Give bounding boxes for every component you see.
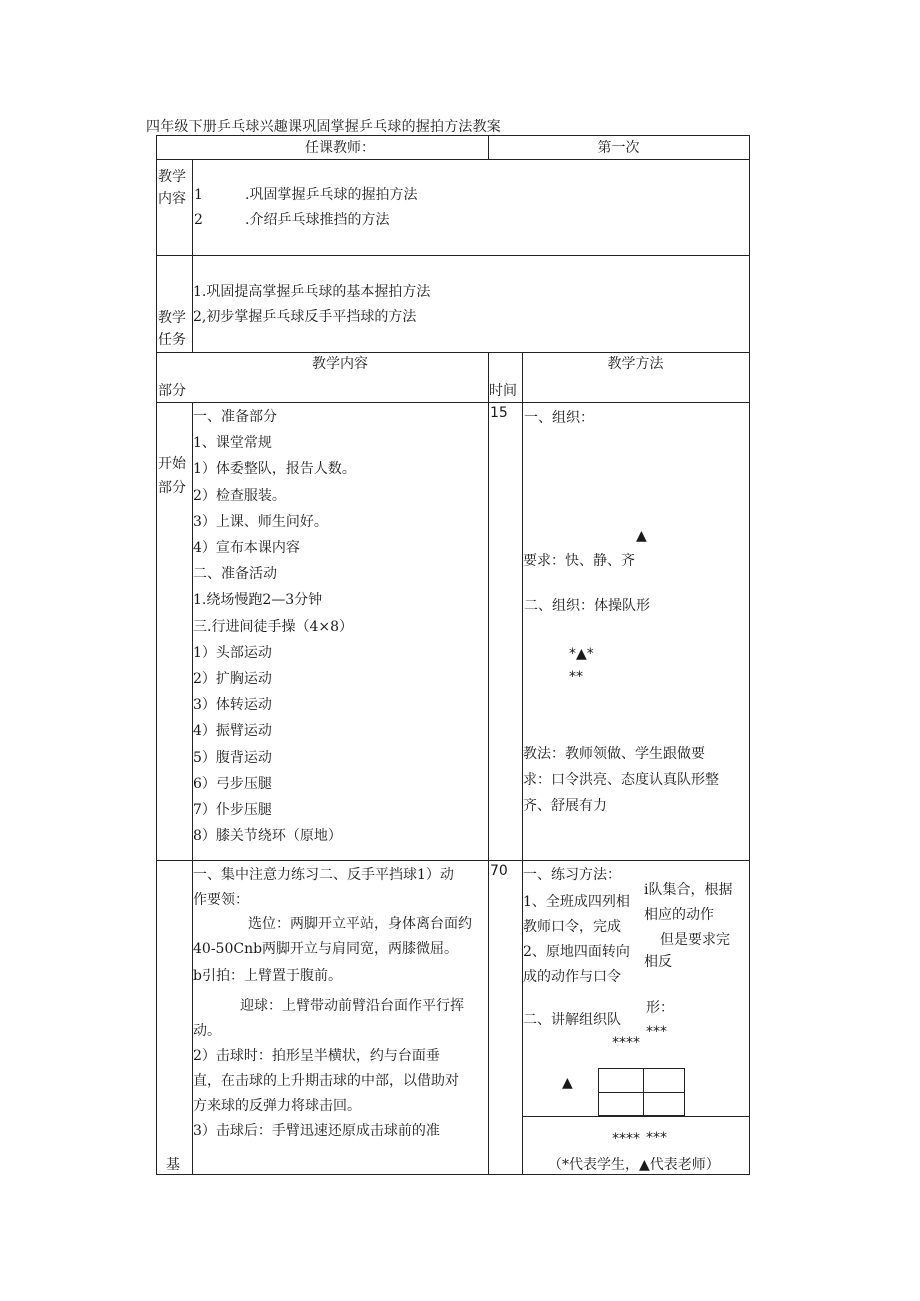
table-rule	[156, 860, 750, 861]
content-item-num: 1	[194, 187, 203, 203]
table-rule	[488, 352, 489, 1175]
stars-a: ***	[646, 1024, 667, 1040]
column-content: 教学内容	[312, 356, 368, 372]
teacher-triangle-icon: ▲	[562, 1075, 573, 1091]
start-part-time: 15	[490, 405, 508, 421]
basic-line: 选位：两脚开立平站，身体离台面约	[248, 916, 472, 932]
table-rule	[156, 255, 750, 256]
practice-right: i队集合，根据	[644, 882, 733, 898]
table-rule	[749, 135, 750, 1175]
list-item: 3）上课、师生问好。	[193, 513, 328, 530]
start-requirement: 要求：快、静、齐	[523, 553, 635, 569]
formation-row-1: *▲*	[569, 646, 594, 662]
basic-line: 一、集中注意力练习二、反手平挡球1）动	[193, 867, 454, 883]
explain-tail: 形：	[646, 1000, 674, 1016]
table-rule	[156, 159, 750, 160]
table-rule	[156, 402, 750, 403]
table-cell	[598, 1092, 644, 1116]
explain-formation: 二、讲解组织队	[523, 1012, 621, 1028]
teacher-label: 任课教师：	[305, 140, 375, 156]
session-label: 第一次	[597, 140, 640, 156]
list-item: 二、准备活动	[193, 566, 277, 583]
list-item: 1、课堂常规	[193, 435, 272, 452]
basic-line: 2）击球时：拍形呈半横状，约与台面垂	[193, 1048, 440, 1064]
formation-row-2: **	[569, 669, 583, 685]
list-item: 3）体转运动	[193, 697, 272, 714]
list-item: 一、准备部分	[193, 409, 277, 425]
list-item: 7）仆步压腿	[193, 802, 272, 819]
start-part-content	[193, 404, 356, 849]
stars-d: ***	[646, 1130, 667, 1146]
basic-line: b引拍：上臂置于腹前。	[193, 968, 342, 984]
basic-line: 3）击球后：手臂迅速还原成击球前的准	[193, 1123, 440, 1139]
content-item-text: .介绍乒乓球推挡的方法	[245, 212, 390, 228]
start-org1: 一、组织：	[524, 410, 594, 426]
list-item: 6）弓步压腿	[193, 775, 272, 792]
document-title: 四年级下册乒乓球兴趣课巩固掌握乒乓球的握拍方法教案	[146, 119, 501, 135]
start-part-label: 开始 部分	[158, 456, 186, 496]
table-cell	[643, 1092, 685, 1116]
basic-line: 40-50Cnb两脚开立与肩同宽，两膝微屈。	[193, 941, 459, 957]
task-item: 1.巩固提高掌握乒乓球的基本握拍方法	[193, 284, 431, 300]
teacher-triangle-icon: ▲	[636, 528, 647, 544]
list-item: 1.绕场慢跑2—3分钟	[193, 592, 323, 609]
practice-right: 但是要求完	[660, 932, 730, 948]
column-method: 教学方法	[607, 356, 664, 372]
content-item-num: 2	[194, 212, 203, 228]
practice-right: 相应的动作	[644, 907, 714, 923]
list-item: 2）扩胸运动	[193, 671, 272, 688]
table-rule	[156, 1174, 750, 1175]
column-part: 部分	[158, 383, 186, 399]
content-section-label: 教学 内容	[158, 169, 186, 207]
legend: （*代表学生，▲代表老师）	[548, 1157, 720, 1173]
basic-line: 直，在击球的上升期击球的中部，以借助对	[193, 1073, 459, 1089]
basic-line: 方来球的反弹力将球击回。	[193, 1098, 361, 1114]
stars-c: ****	[612, 1131, 640, 1147]
task-section-label: 教学 任务	[158, 310, 186, 348]
start-teaching-method: 教法：教师领做、学生跟做要 求：口令洪亮、态度认真队形整 齐、舒展有力	[523, 746, 719, 814]
basic-part-label: 基	[166, 1157, 180, 1173]
list-item: 5）腹背运动	[193, 749, 272, 766]
basic-part-time: 70	[490, 863, 508, 879]
basic-line: 作要领：	[193, 892, 249, 908]
task-item: 2,初步掌握乒乓球反手平挡球的方法	[193, 309, 417, 325]
basic-line: 迎球：上臂带动前臂沿台面作平行挥	[240, 998, 464, 1014]
list-item: 三.行进间徒手操（4×8）	[193, 618, 353, 635]
table-rule	[156, 135, 157, 1175]
list-item: 1）体委整队，报告人数。	[193, 461, 356, 478]
list-item: 8）膝关节绕环（原地）	[193, 828, 342, 845]
column-time: 时间	[489, 383, 517, 399]
list-item: 4）振臂运动	[193, 723, 272, 740]
list-item: 2）检查服装。	[193, 487, 286, 504]
content-item-text: .巩固掌握乒乓球的握拍方法	[245, 187, 418, 203]
list-item: 4）宣布本课内容	[193, 540, 300, 557]
practice-right: 相反	[644, 954, 672, 970]
table-rule	[156, 352, 750, 353]
stars-b: ****	[612, 1035, 640, 1051]
practice-title: 一、练习方法：	[523, 867, 621, 883]
practice-left: 1、全班成四列相 教师口令，完成 2、原地四面转向 成的动作与口令	[523, 894, 630, 985]
basic-line: 动。	[193, 1023, 221, 1039]
table-rule	[156, 135, 750, 136]
table-cell	[643, 1068, 685, 1093]
table-rule	[522, 1116, 750, 1117]
table-cell	[598, 1068, 644, 1093]
list-item: 1）头部运动	[193, 644, 272, 661]
start-org2: 二、组织：体操队形	[524, 598, 650, 614]
